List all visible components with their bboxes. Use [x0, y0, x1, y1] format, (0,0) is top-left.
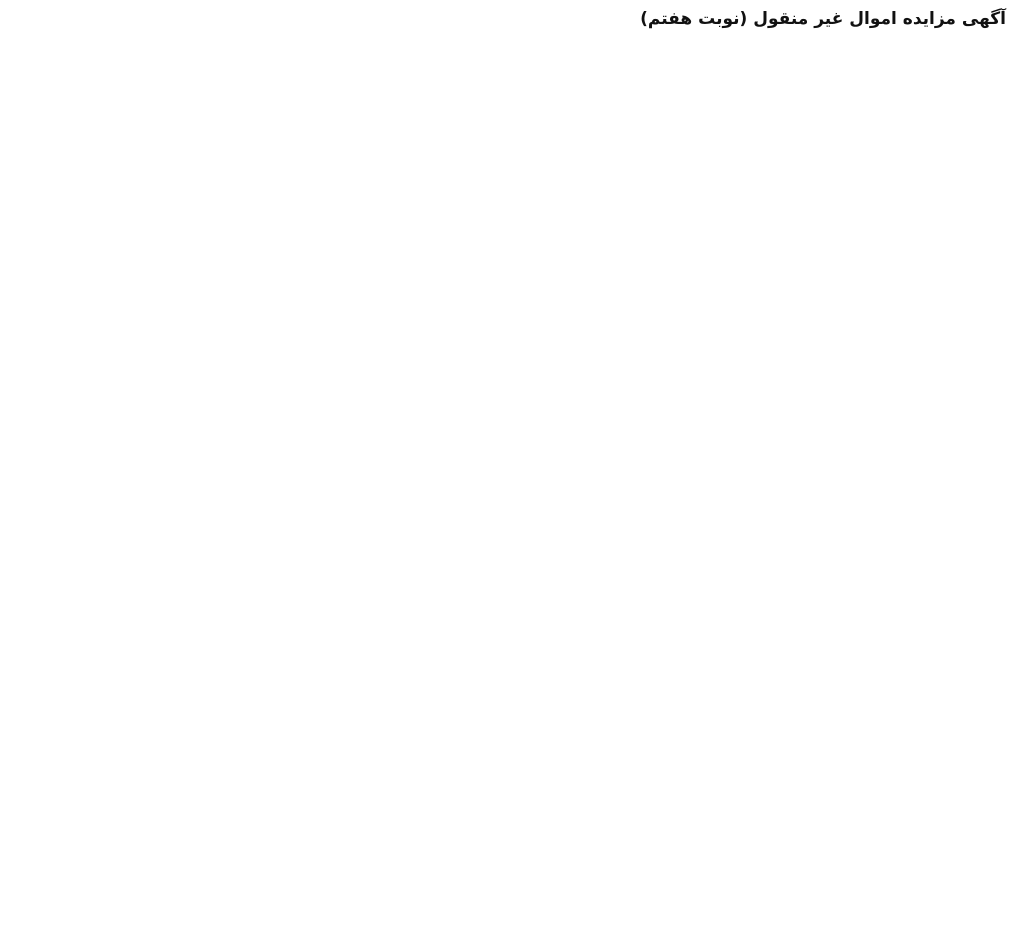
notice-title: آگهی مزایده اموال غیر منقول (نوبت هفتم) — [640, 9, 1006, 29]
